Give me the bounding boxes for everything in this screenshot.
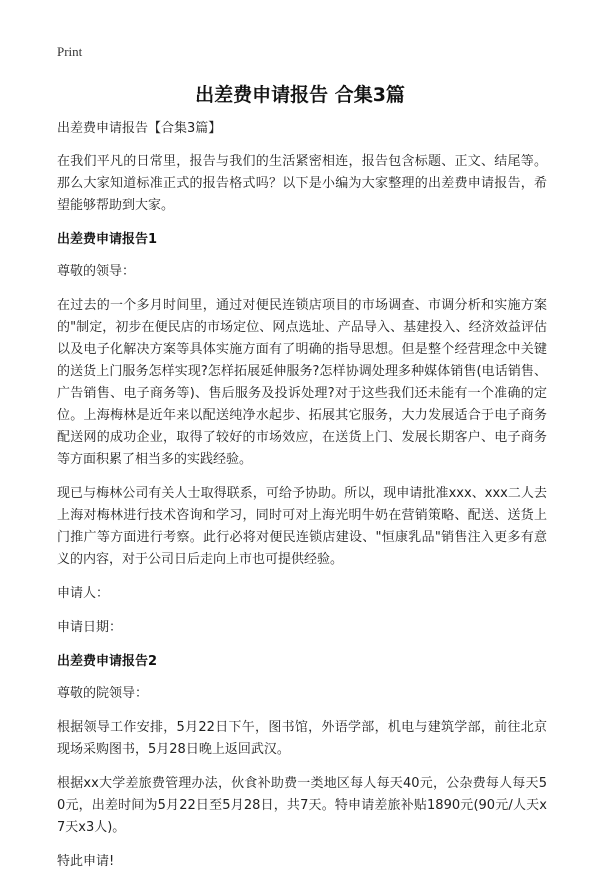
report1-paragraph-1: 在过去的一个多月时间里，通过对便民连锁店项目的市场调查、市调分析和实施方案的"制定，初步在便民店的市场定位、网点选址、产品导入、基建投入、经济效益评估以及电子化解决方案等具体实施方面有了明确的指导思想。但是整个经营理念中关键的送货上门服务怎样实现?怎样拓展延伸服务?怎样协调处理多种媒体销售(电话销售、广告销售、电子商务等)、售后服务及投诉处理?对于这些我们还未能有一个准确的定位。上海梅林是近年来以配送纯净水起步、拓展其它服务，大力发展适合于电子商务配送网的成功企业，取得了较好的市场效应，在送货上门、发展长期客户、电子商务等方面积累了相当多的实践经验。 [57,298,547,467]
report2-salutation: 尊敬的院领导： [57,686,149,701]
print-link[interactable]: Print [57,44,83,59]
report1-salutation: 尊敬的领导： [57,264,136,279]
report1-date: 申请日期： [57,620,123,635]
report2-paragraph-1: 根据领导工作安排，5月22日下午，图书馆，外语学部，机电与建筑学部，前往北京现场采购图书，5月28日晚上返回武汉。 [57,720,547,757]
report2-paragraph-2: 根据xx大学差旅费管理办法，伙食补助费一类地区每人每天40元，公杂费每人每天50元，出差时间为5月22日至5月28日，共7天。特申请差旅补贴1890元(90元/人天x7天x3人)。 [57,776,547,835]
document-body [57,118,547,885]
report1-heading: 出差费申请报告1 [57,232,158,247]
report1-applicant: 申请人： [57,586,110,601]
report2-closing: 特此申请! [57,854,115,869]
report2-heading: 出差费申请报告2 [57,654,158,669]
document-title: 出差费申请报告 合集3篇 [195,84,405,106]
report1-paragraph-2: 现已与梅林公司有关人士取得联系，可给予协助。所以，现申请批准xxx、xxx二人去上海对梅林进行技术咨询和学习，同时可对上海光明牛奶在营销策略、配送、送货上门推广等方面进行考察。此行必将对便民连锁店建设、"恒康乳品"销售注入更多有意义的内容，对于公司日后走向上市也可提供经验。 [57,486,547,567]
document-subtitle: 出差费申请报告【合集3篇】 [57,121,222,136]
intro-paragraph: 在我们平凡的日常里，报告与我们的生活紧密相连，报告包含标题、正文、结尾等。那么大家知道标准正式的报告格式吗？以下是小编为大家整理的出差费申请报告，希望能够帮助到大家。 [57,154,547,213]
